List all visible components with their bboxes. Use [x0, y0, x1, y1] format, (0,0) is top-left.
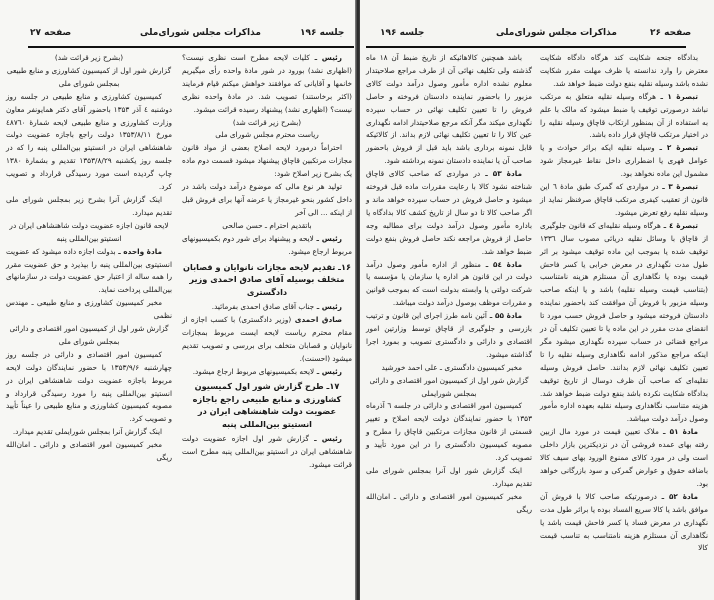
speaker-label: رئیس ـ — [314, 302, 342, 311]
paragraph-text: باشد همچنین کالاهائیکه از تاریخ ضبط آن ۱۸ ماه گذشته ولی تکلیف نهائی آن از طرف مراجع صلاحیتدار معلوم نشده اداره مأمور وصول درآمد دولت کالای مزبور را باحضور نماینده دادستان فروخته و حاصل فروش را تا تعیین تکلیف نهائی در حساب سپرده نگهداری میکند مگر آنکه مرجع صلاحیتدار ادامه نگهداری عین کالا را تا تعیین تکلیف نهائی لازم بداند. از کالائیکه قابل نمونه برداری باشد باید قبل از فروش باحضور صاحب آن یا نماینده دادستان نمونه برداشته شود. — [366, 53, 532, 166]
speaker-label: مادهٔ ۵۳ ـ — [480, 169, 522, 179]
paragraph-text: کمیسیون امور اقتصادی و دارائی در جلسه ٦ آذرماه ۱۳۵۳ با حضور نمایندگان دولت لایحه اصلاح و تغییر قسمتی از قانون مجازات مرتکبین قاچاق را مطرح و مصوبه کمیسیون دادگستری را در این مورد تأیید و تصویب کرد. — [366, 401, 532, 463]
speaker-label: تبصرهٔ ۳ ـ — [658, 182, 698, 192]
paragraph-text: کمیسیون امور اقتصادی و دارائی در جلسه روز چهارشنبه ۱۳۵۳/۹/۶ با حضور نمایندگان دولت لایحه مربوط باجازه عضویت دولت شاهنشاهی ایران در انستیتو بین‌المللی پنبه را مورد رسیدگی قرارداد و مصوبه کمیسیون کشاورزی و منابع طبیعی را عیناً تأیید و تصویب کرد. — [6, 349, 172, 424]
speaker-label: مادهٔ ۵۵ ـ — [486, 311, 522, 321]
paragraph-text: وسیله نقلیه ایکه براثر حوادث و یا عوامل قهری یا اضطراری داخل نقاط غیرمجاز شود مشمول این ماده نخواهد بود. — [540, 143, 708, 179]
paragraph — [6, 194, 172, 220]
paragraph-text: گزارش شور اول از کمیسیون امور اقتصادی و دارائی بمجلس شورایملی — [369, 375, 529, 398]
centered-caption — [182, 117, 352, 130]
paragraph-text: (بشرح زیر قرائت شد) — [232, 117, 302, 127]
column-left — [366, 52, 532, 517]
paragraph-text: لایحه بکمیسیونهای مربوط ارجاع میشود. — [192, 366, 315, 376]
paragraph-text: تولید هر نوع مالی که موضوع درآمد دولت باشد در داخل کشور بنحو غیرمجاز یا عرضه آنها برای فروش قبل از اینکه ... الی آخر — [182, 182, 352, 217]
speaker-label: مادهٔ ۵۲ ـ — [656, 491, 698, 501]
paragraph — [182, 433, 352, 472]
paragraph-text: ملاک تعیین قیمت در مورد مال ازبین رفته بهای عمده فروشی آن در نزدیکترین بازار داخلی است ولی در مورد کالای ممنوع الورود بهای سیف کالا باضافه حقوق و عوارض گمرکی و سود بازرگانی خواهد بود. — [540, 427, 708, 488]
page-number: صفحه ۲۶ — [650, 28, 692, 38]
centered-caption — [6, 323, 172, 349]
running-title: مذاکرات مجلس شورای‌ملی — [496, 28, 617, 38]
paragraph — [366, 400, 532, 465]
paragraph-text: مخبر کمیسیون امور اقتصادی و دارائی ـ امان‌الله ریگی — [6, 440, 172, 463]
paragraph-text: درصورتیکه صاحب کالا با فروش آن موافق باشد یا کالا سریع الفساد بوده یا براثر طول مدت نگهداری در معرض فساد یا کسر فاحش قیمت باشد یا نگاهداری آن مستلزم هزینه نامتناسب به تناسب قیمت کالا — [540, 491, 708, 553]
centered-caption — [366, 375, 532, 401]
paragraph — [182, 181, 352, 220]
paragraph-text: باتقدیم احترام ـ حسن صالحی — [222, 220, 312, 230]
paragraph — [366, 310, 532, 362]
speaker-label: رئیس ـ — [314, 366, 342, 376]
paragraph-text: اینک گزارش آنرا بمجلس شورایملی تقدیم میدارد. — [12, 427, 162, 437]
speaker-label: مادهٔ ۵۱ ـ — [658, 427, 698, 437]
paragraph — [182, 366, 352, 379]
paragraph-text: آئین نامه طرز اجرای این قانون و ترتیب بازرسی و جلوگیری از قاچاق توسط وزارتین امور اقتصادی و دارائی و دادگستری تصویب و بمورد اجرا گذاشته میشود. — [366, 311, 532, 359]
paragraph — [6, 349, 172, 426]
paragraph-text: منظور از اداره مأمور وصول درآمد دولت در این قانون هر اداره یا سازمان یا مؤسسه یا شرکت دولتی یا وابسته بدولت است که بموجب قوانین و مقررات موظف بوصول درآمد دولت میباشد. — [366, 259, 532, 308]
paragraph-text: بدولت اجازه داده میشود که عضویت انستیتوی بین‌المللی پنبه را بپذیرد و حق عضویت مقرر را همه ساله از اعتبار حق عضویت دولت در سازمانهای بین‌المللی پرداخت نماید. — [6, 246, 172, 295]
signature-line — [366, 491, 532, 517]
paragraph — [366, 52, 532, 168]
paragraph — [182, 301, 352, 314]
paragraph-text: هرگاه وسیله نقلیه‌ای که قانون جلوگیری از قاچاق با وسائل نقلیه دریائی مصوب سال ۱۳۳٦ توقیف شده یا بموجب این ماده توقیف میشود بر اثر طول مدت نگهداری در معرض خرابی یا کسر فاحش قیمت بوده یا نگاهداری آن مستلزم هزینه نامتناسب (بتناسب قیمت وسیله نقلیه) باشد و یا اینکه صاحب وسیله مزبور با فروش آن موافقت کند باحضور نماینده دادستان فروخته میشود و حاصل فروش حسب مورد تا انقضای مدت مقرر در این ماده یا تا تعیین تکلیف آن در مراجع قضائی در حساب سپرده نگهداری میشود مگر اینکه مراجع مذکور ادامه نگاهداری وسیله نقلیه را تا تعیین تکلیف نهائی لازم بدانند. حاصل فروش وسیله نقلیه‌ای که صاحب آن ظرف دوسال از تاریخ توقیف بدادگاه شکایت نکرده باشد بنفع دولت ضبط خواهد شد. هزینه متناسب نگاهداری وسیله نقلیه بعهده اداره مأمور وصول درآمد دولت میباشد. — [540, 220, 708, 424]
paragraph-text: کلیات لایحه مطرح است نظری نیست؟ (اظهاری نشد) بورود در شور مادهٔ واحده رأی میگیریم خانمها و آقایانی که موافقند خواهش میکنم قیام فرمایند (اکثر برخاستند) تصویب شد. در مادهٔ واحده نظری نیست؟ (اظهاری نشد) پیشنهاد رسیده قرائت میشود. — [182, 53, 352, 114]
paragraph-text: ۱۷ـ طرح گزارش شور اول کمیسیون کشاورزی و منابع طبیعی راجع باجازه عضویت دولت شاهنشاهی ایران در انستیتو بین‌المللی پنبه — [192, 381, 342, 429]
paragraph-text: مخبر کمیسیون امور اقتصادی و دارائی ـ امان‌الله ریگی — [366, 491, 532, 514]
paragraph — [6, 91, 172, 194]
centered-caption — [182, 129, 352, 142]
paragraph-text: در مواردی که صاحب کالای قاچاق شناخته نشود کالا با رعایت مقررات ماده قبل فروخته میشود و حاصل فروش در حساب سپرده خواهد ماند و اگر صاحب کالا تا دو سال از تاریخ کشف کالا بدادگاه یا باداره مأمور وصول درآمد دولت برای مطالبه وجه حاصل از فروش مراجعه نکند حاصل فروش بنفع دولت ضبط خواهد شد. — [366, 169, 532, 256]
column-left — [6, 52, 172, 465]
paragraph-text: هرگاه وسیله نقلیه متعلق به مرتکب نباشد درصورتی توقیف یا ضبط میشود که مالک با علم به استفاده از آن بمنظور ارتکاب قاچاق وسیله نقلیه را در اختیار مرتکب قاچاق قرار داده باشد. — [540, 91, 708, 140]
paragraph — [182, 233, 352, 259]
paragraph — [540, 426, 708, 491]
paragraph — [540, 52, 708, 91]
page-left — [0, 0, 356, 600]
paragraph — [540, 181, 708, 220]
paragraph — [366, 168, 532, 258]
paragraph-text: (وزیر دادگستری) با کسب اجازه از مقام محترم ریاست لایحه ایست مربوط بمجازات نانوایان و قصابان متخلف برای بررسی و تصویب تقدیم میشود (احسنت). — [182, 314, 352, 363]
paragraph-text: کمیسیون کشاورزی و منابع طبیعی در جلسه روز دوشنبه ٤ آذر ۱۳۵۳ باحضور آقای دکتر همایونفر معاون وزارت کشاورزی و منابع طبیعی لایحه شمارهٔ ٤٨٧٦٠ مورخ ۱۳۵۳/۸/۱۱ دولت راجع باجازه عضویت دولت شاهنشاهی ایران در انستیتو بین‌المللی پنبه را که در جلسه روز یکشنبه ۱۳۵۳/۸/۲۹ تقدیم و بشمارهٔ ۱۳۸۰ چاپ گردیده است مورد رسیدگی قرارداد و تصویب کرد. — [6, 91, 172, 192]
speaker-label: مادهٔ واحده ـ — [115, 246, 162, 256]
paragraph — [182, 142, 352, 181]
paragraph-text: مخبر کمیسیون دادگستری ـ علی احمد خورشید — [381, 362, 522, 372]
session-number: جلسه ۱۹۶ — [380, 28, 425, 38]
signature-line — [366, 362, 532, 375]
paragraph — [6, 426, 172, 439]
paragraph-text: لایحه قانون اجازه عضویت دولت شاهنشاهی ایران در انستیتو بین‌المللی پنبه — [9, 220, 169, 243]
paragraph-text: مخبر کمیسیون کشاورزی و منابع طبیعی ـ مهندس نظمی — [6, 298, 172, 321]
section-heading — [182, 261, 352, 299]
paragraph — [540, 142, 708, 181]
section-heading — [182, 380, 352, 430]
paragraph — [366, 465, 532, 491]
paragraph-text: گزارش شور اول از کمیسیون امور اقتصادی و دارائی بمجلس شورای ملی — [9, 324, 169, 346]
centered-caption — [6, 220, 172, 246]
paragraph-text: احتراماً درمورد لایحه اصلاح بعضی از مواد قانون مجازات مرتکبین قاچاق پیشنهاد میشود قسمت دوم ماده یک بشرح زیر اصلاح شود: — [182, 143, 352, 179]
session-number: جلسه ۱۹۶ — [300, 28, 345, 38]
paragraph — [6, 246, 172, 298]
signature-line — [6, 297, 172, 323]
paragraph-text: در مواردی که گمرک طبق مادهٔ ٦ این قانون از تعقیب کیفری مرتکب قاچاق صرفنظر نماید از وسیله نقلیه رفع تعرض میشود. — [540, 182, 708, 217]
paragraph-text: ریاست محترم مجلس شورای ملی — [215, 130, 319, 140]
paragraph-text: اینک گزارش شور اول آنرا بمجلس شورای ملی تقدیم میدارد. — [366, 466, 532, 488]
paragraph-text: جناب آقای صادق احمدی بفرمائید. — [211, 302, 315, 311]
paragraph — [540, 220, 708, 427]
page-right — [360, 0, 714, 600]
paragraph-text: گزارش شور اول اجازه عضویت دولت شاهنشاهی ایران در انستیتو بین‌المللی پنبه مطرح است قرائت میشود. — [182, 434, 352, 470]
header-rule — [28, 46, 354, 48]
paragraph — [366, 259, 532, 311]
paragraph — [540, 491, 708, 556]
column-right — [182, 52, 352, 472]
centered-caption — [6, 52, 172, 65]
paragraph-text: اینک گزارش آنرا بشرح زیر بمجلس شورای ملی تقدیم میدارد. — [6, 194, 172, 217]
paragraph — [182, 314, 352, 366]
speaker-label: تبصرهٔ ۱ ـ — [656, 91, 698, 101]
paragraph-text: بدادگاه جنحه شکایت کند هرگاه دادگاه شکایت معترض را وارد ندانسته یا ظرف مهلت مقرر شکایت نشده باشد وسیله نقلیه بنفع دولت ضبط خواهد شد. — [540, 53, 708, 88]
speaker-label: رئیس ـ — [308, 434, 343, 444]
header-rule — [366, 46, 686, 48]
speaker-label: رئیس ـ — [309, 53, 343, 62]
speaker-label: صادق احمدی — [291, 314, 342, 324]
paragraph — [182, 52, 352, 117]
speaker-label: تبصرهٔ ۲ ـ — [654, 143, 699, 153]
centered-caption — [182, 220, 352, 233]
column-right — [540, 52, 708, 555]
paragraph-text: ۱۶ـ تقدیم لایحه مجازات نانوایان و قصابان متخلف بوسیله آقای صادق احمدی وزیر دادگستری — [183, 261, 351, 297]
signature-line — [6, 439, 172, 465]
running-title: مذاکرات مجلس شورای‌ملی — [140, 28, 261, 38]
page-number: صفحه ۲۷ — [30, 28, 72, 38]
paragraph-text: گزارش شور اول از کمیسیون کشاورزی و منابع طبیعی بمجلس شورای ملی — [6, 65, 172, 88]
centered-caption — [6, 65, 172, 91]
speaker-label: تبصرهٔ ٤ ـ — [660, 220, 699, 230]
speaker-label: مادهٔ ۵٤ ـ — [480, 259, 522, 269]
paragraph — [540, 91, 708, 143]
paragraph-text: (بشرح زیر قرائت شد) — [54, 53, 124, 62]
speaker-label: رئیس ـ — [313, 233, 342, 243]
paragraph-text: لایحه و پیشنهاد برای شور دوم بکمیسیونهای مربوط ارجاع میشود. — [182, 233, 352, 256]
